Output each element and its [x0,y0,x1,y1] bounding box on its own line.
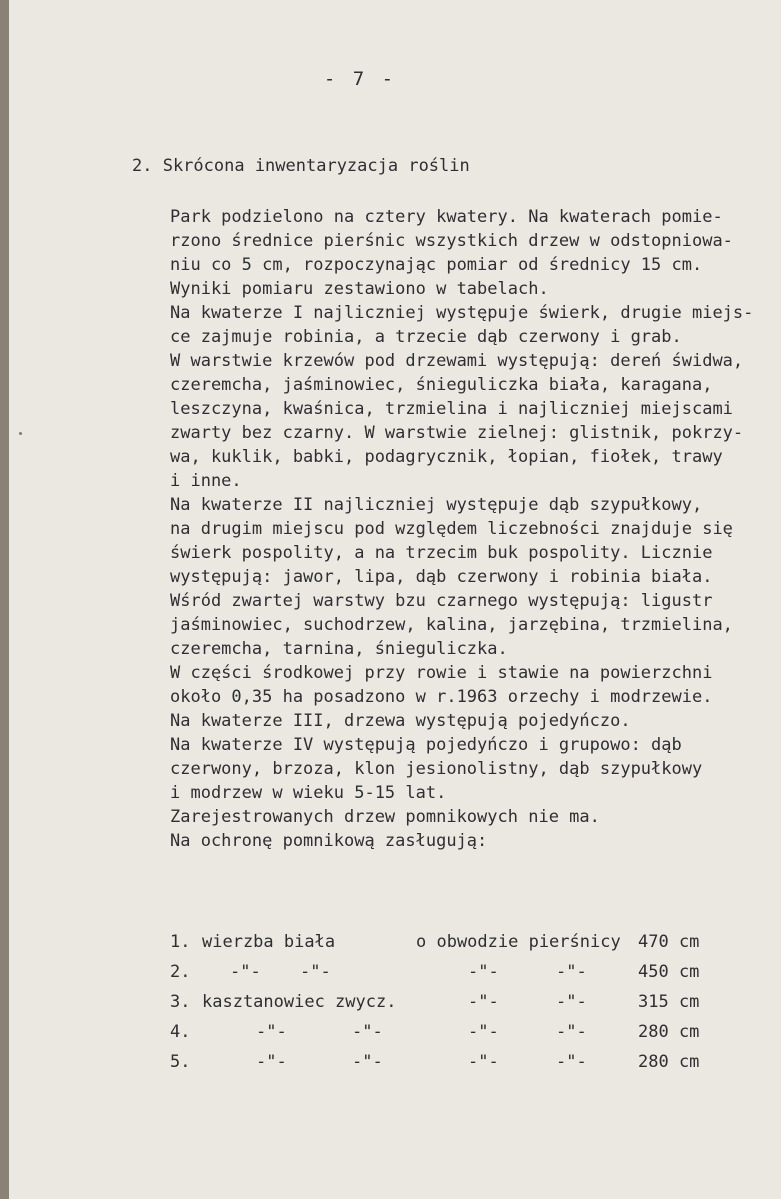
text-line: W części środkowej przy rowie i stawie na powierzchni [170,663,713,683]
measure-label: -"- [468,1052,499,1072]
measure-label: -"- [468,1022,499,1042]
row-number: 3. [170,992,191,1012]
text-line: Wśród zwartej warstwy bzu czarnego występują: ligustr [170,591,713,611]
text-line: jaśminowiec, suchodrzew, kalina, jarzębina, trzmielina, [170,615,733,635]
text-line: niu co 5 cm, rozpoczynając pomiar od średnicy 15 cm. [170,255,703,275]
species-ditto: -"- [352,1022,383,1042]
measure-label: o obwodzie pierśnicy [416,932,621,952]
text-line: na drugim miejscu pod względem liczebności znajduje się [170,519,733,539]
text-line: Na ochronę pomnikową zasługują: [170,831,488,851]
species-ditto: -"- [352,1052,383,1072]
text-line: czeremcha, jaśminowiec, śnieguliczka biała, karagana, [170,375,713,395]
text-line: Na kwaterze II najliczniej występuje dąb szypułkowy, [170,495,703,515]
section-heading: 2. Skrócona inwentaryzacja roślin [132,156,470,176]
species-name: kasztanowiec zwycz. [202,992,397,1012]
row-number: 1. [170,932,191,952]
text-line: i modrzew w wieku 5-15 lat. [170,783,447,803]
species-ditto: -"- [300,962,331,982]
species-name: -"- [256,1022,287,1042]
text-line: rzono średnice pierśnic wszystkich drzew w odstopniowa- [170,231,733,251]
text-line: Park podzielono na cztery kwatery. Na kwaterach pomie- [170,207,723,227]
girth-value: 470 cm [638,932,700,952]
row-number: 5. [170,1052,191,1072]
girth-value: 315 cm [638,992,700,1012]
species-name: wierzba biała [202,932,336,952]
measure-ditto: -"- [556,962,587,982]
text-line: ce zajmuje robinia, a trzecie dąb czerwony i grab. [170,327,682,347]
page-number: - 7 - [323,68,397,90]
measure-ditto: -"- [556,1022,587,1042]
girth-value: 280 cm [638,1022,700,1042]
text-line: Na kwaterze I najliczniej występuje świerk, drugie miejs- [170,303,754,323]
text-line: świerk pospolity, a na trzecim buk pospolity. Licznie [170,543,713,563]
measure-ditto: -"- [556,992,587,1012]
text-line: wa, kuklik, babki, podagrycznik, łopian, fiołek, trawy [170,447,723,467]
text-line: zwarty bez czarny. W warstwie zielnej: glistnik, pokrzy- [170,423,744,443]
text-line: czeremcha, tarnina, śnieguliczka. [170,639,508,659]
text-line: czerwony, brzoza, klon jesionolistny, dąb szypułkowy [170,759,703,779]
measure-ditto: -"- [556,1052,587,1072]
measure-label: -"- [468,962,499,982]
scan-edge [0,0,9,1199]
text-line: występują: jawor, lipa, dąb czerwony i robinia biała. [170,567,713,587]
girth-value: 450 cm [638,962,700,982]
species-name: -"- [256,1052,287,1072]
text-line: Wyniki pomiaru zestawiono w tabelach. [170,279,549,299]
measure-label: -"- [468,992,499,1012]
row-number: 4. [170,1022,191,1042]
text-line: Na kwaterze III, drzewa występują pojedyńczo. [170,711,631,731]
text-line: Na kwaterze IV występują pojedyńczo i grupowo: dąb [170,735,682,755]
text-line: leszczyna, kwaśnica, trzmielina i najliczniej miejscami [170,399,733,419]
text-line: W warstwie krzewów pod drzewami występują: dereń świdwa, [170,351,744,371]
species-name: -"- [230,962,261,982]
margin-mark [19,432,22,435]
girth-value: 280 cm [638,1052,700,1072]
text-line: około 0,35 ha posadzono w r.1963 orzechy i modrzewie. [170,687,713,707]
row-number: 2. [170,962,191,982]
text-line: i inne. [170,471,242,491]
text-line: Zarejestrowanych drzew pomnikowych nie ma. [170,807,600,827]
